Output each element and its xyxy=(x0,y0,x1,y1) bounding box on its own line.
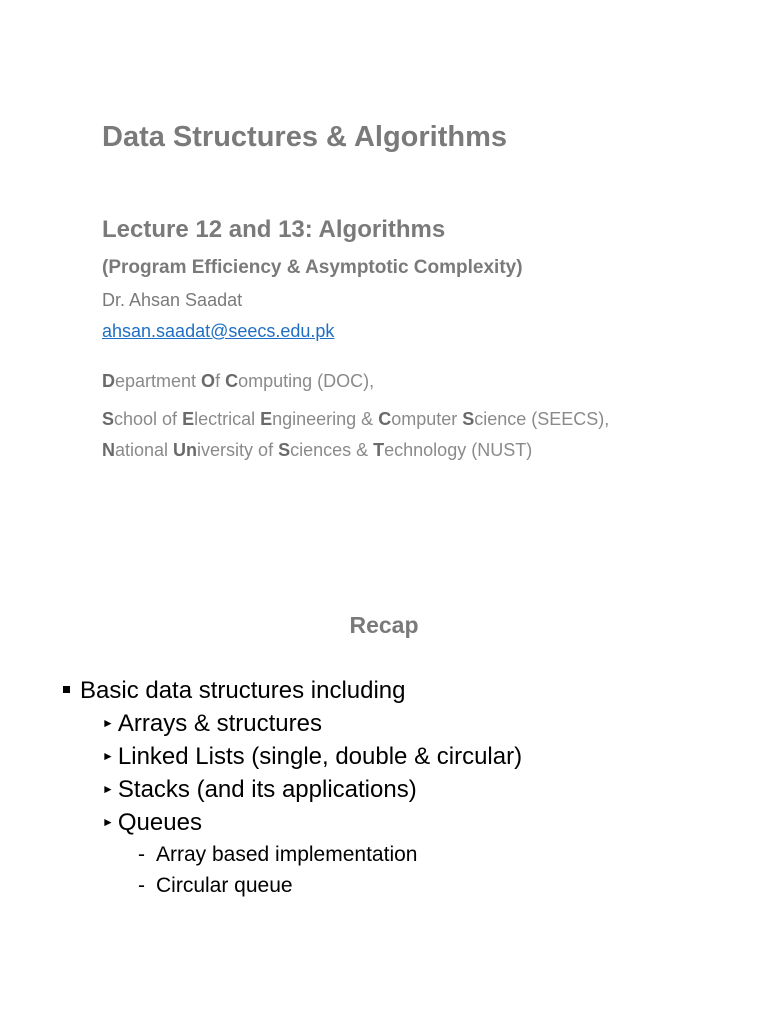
recap-heading: Recap xyxy=(349,612,419,638)
affiliation-department: Department Of Computing (DOC), xyxy=(102,371,375,391)
author-name: Dr. Ahsan Saadat xyxy=(102,290,243,310)
square-bullet-icon xyxy=(63,686,70,693)
lecture-title: Lecture 12 and 13: Algorithms xyxy=(102,216,446,243)
list-item: ► Queues xyxy=(102,809,202,836)
list-item: ► Arrays & structures xyxy=(102,710,322,737)
course-title: Data Structures & Algorithms xyxy=(102,121,507,153)
dash-bullet-icon: - xyxy=(138,874,145,897)
list-item: ► Linked Lists (single, double & circular) xyxy=(102,743,523,770)
triangle-bullet-icon: ► xyxy=(102,815,114,830)
triangle-bullet-icon: ► xyxy=(102,749,114,764)
list-item: Basic data structures including xyxy=(60,677,406,705)
email-link[interactable]: ahsan.saadat@seecs.edu.pk xyxy=(102,321,335,341)
affiliation-university: National University of Sciences & Technology (NUST) xyxy=(102,440,533,460)
affiliation-school: School of Electrical Engineering & Computer Science (SEECS), xyxy=(102,409,610,429)
dash-bullet-icon: - xyxy=(138,843,145,866)
lecture-subtitle: (Program Efficiency & Asymptotic Complexity) xyxy=(102,257,523,278)
list-item: - Array based implementation xyxy=(138,843,418,866)
triangle-bullet-icon: ► xyxy=(102,782,114,797)
list-item: - Circular queue xyxy=(138,874,293,897)
triangle-bullet-icon: ► xyxy=(102,716,114,731)
list-item: ► Stacks (and its applications) xyxy=(102,776,417,803)
